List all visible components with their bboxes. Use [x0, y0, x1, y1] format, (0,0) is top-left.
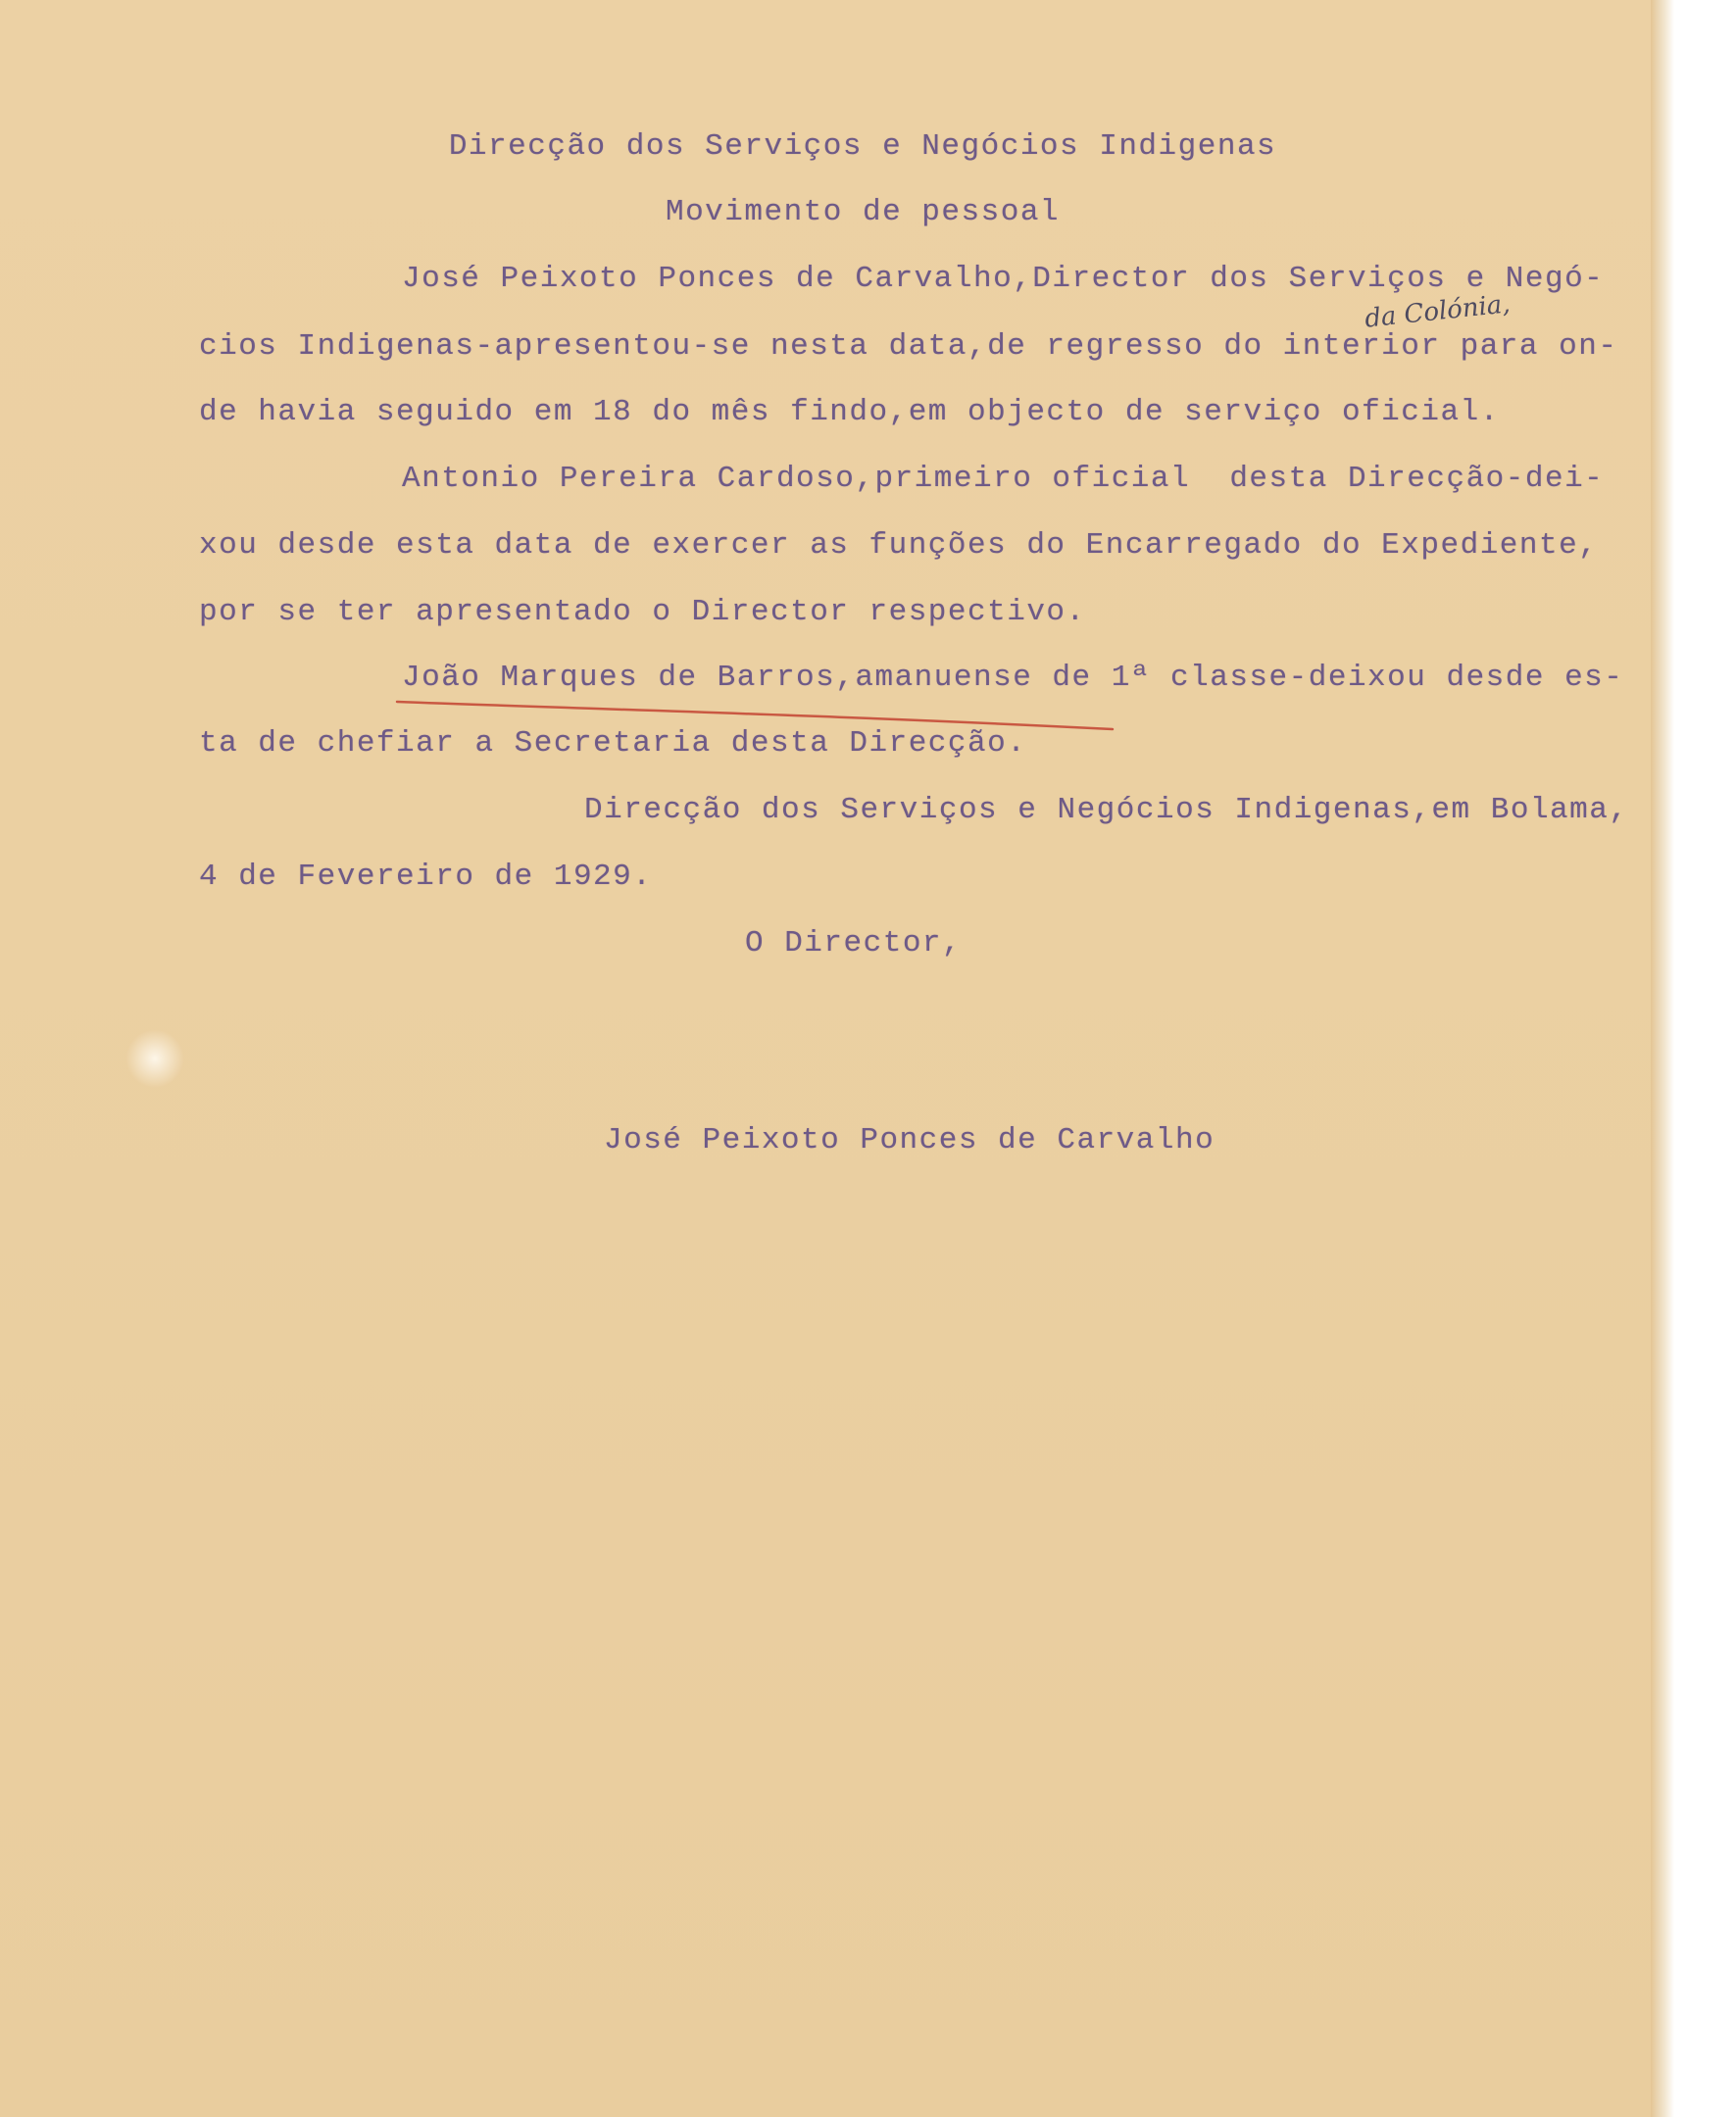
place-line: Direcção dos Serviços e Negócios Indigenas,em Bolama,: [584, 793, 1629, 827]
paragraph-1-line-2: cios Indigenas-apresentou-se nesta data,de regresso do interior para on-: [199, 329, 1618, 364]
paragraph-1-line-3: de havia seguido em 18 do mês findo,em objecto de serviço oficial.: [199, 395, 1500, 429]
closing-title: O Director,: [745, 926, 963, 960]
paragraph-2-line-3: por se ter apresentado o Director respectivo.: [199, 595, 1086, 629]
handwritten-insertion: da Colónia,: [1363, 289, 1512, 334]
paragraph-2-line-2: xou desde esta data de exercer as funções do Encarregado do Expediente,: [199, 528, 1599, 563]
document-heading: Direcção dos Serviços e Negócios Indigenas: [448, 129, 1277, 164]
signature-name: José Peixoto Ponces de Carvalho: [604, 1123, 1215, 1157]
paragraph-3-line-2: ta de chefiar a Secretaria desta Direcção.: [199, 726, 1027, 761]
paragraph-3-line-1: João Marques de Barros,amanuense de 1ª classe-deixou desde es-: [402, 661, 1624, 695]
paragraph-2-line-1: Antonio Pereira Cardoso,primeiro oficial desta Direcção-dei-: [402, 462, 1605, 496]
paragraph-1-line-1: José Peixoto Ponces de Carvalho,Director dos Serviços e Negó-: [402, 262, 1605, 296]
document-subheading: Movimento de pessoal: [665, 195, 1061, 229]
date-line: 4 de Fevereiro de 1929.: [199, 860, 653, 894]
